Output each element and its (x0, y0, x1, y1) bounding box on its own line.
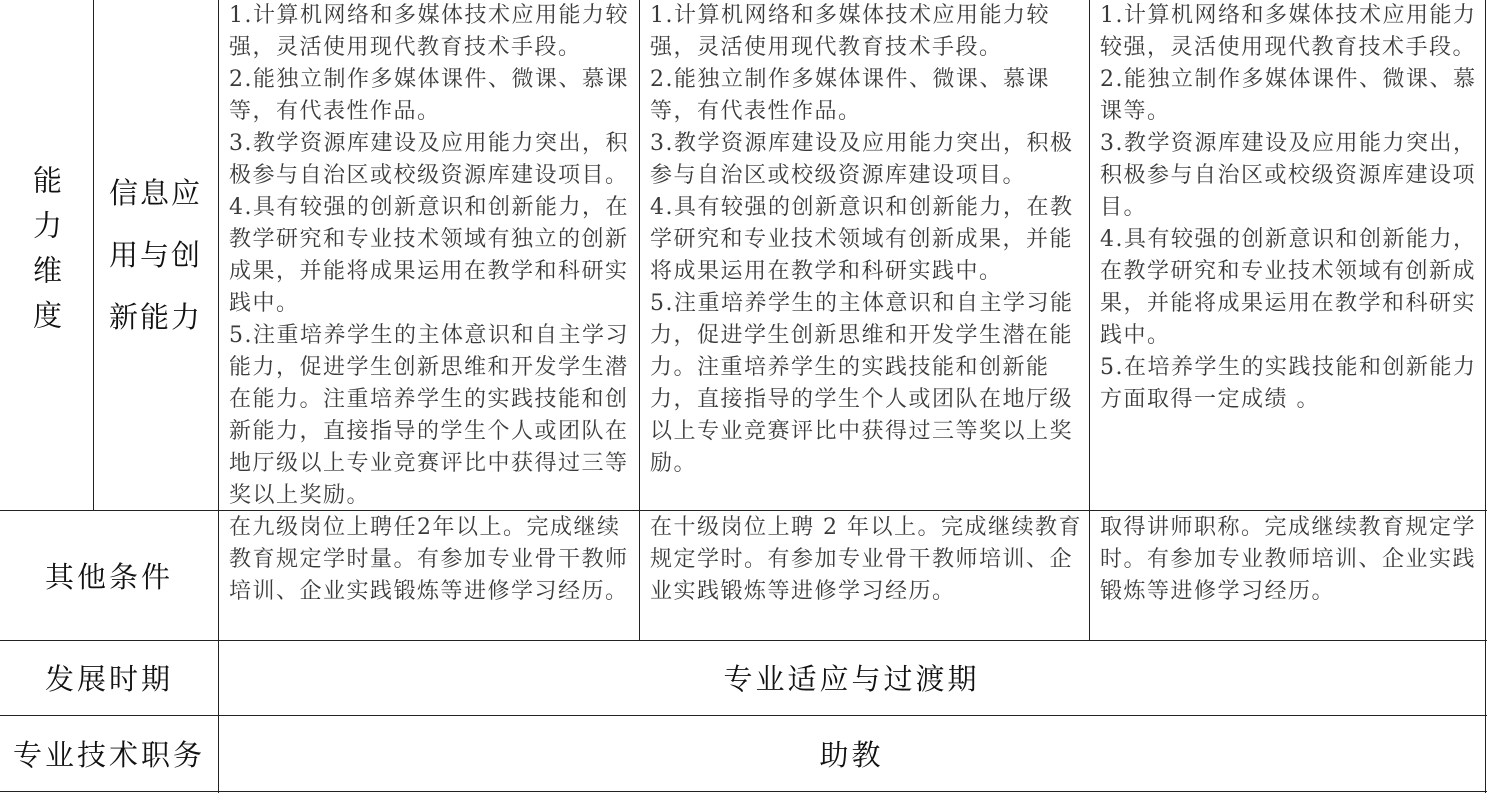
subdimension-label (109, 162, 202, 348)
grid-line (0, 510, 1487, 511)
subdimension-label-line: 新能力 (108, 300, 202, 334)
development-period-label-cell (0, 640, 218, 715)
development-period-value-cell (218, 640, 1485, 715)
professional-title-value-cell (218, 715, 1485, 791)
grid-line (1485, 0, 1486, 793)
dimension-label-cell (0, 0, 93, 510)
info-ability-col1: 1.计算机网络和多媒体技术应用能力较强，灵活使用现代教育技术手段。 2.能独立制作多媒体课件、微课、慕课等，有代表性作品。 3.教学资源库建设及应用能力突出，积极参与自治区或校级资源库建设项目。 4.具有较强的创新意识和创新能力，在教学研究和专业技术领域有独立的创新成果，并能将成果运用在教学和科研实践中。 5.注重培养学生的主体意识和自主学习能力，促进学生创新思维和开发学生潜在能力。注重培养学生的实践技能和创新能力，直接指导的学生个人或团队在地厅级以上专业竞赛评比中获得过三等奖以上奖励。 (229, 3, 629, 508)
other-conditions-label-cell (0, 510, 218, 640)
development-period-value: 专业适应与过渡期 (723, 662, 980, 696)
other-conditions-col1: 在九级岗位上聘任2年以上。完成继续教育规定学时量。有参加专业骨干教师培训、企业实践锻炼等进修学习经历。 (229, 515, 629, 604)
professional-title-value: 助教 (819, 737, 884, 772)
other-conditions-col3: 取得讲师职称。完成继续教育规定学时。有参加专业教师培训、企业实践锻炼等进修学习经历。 (1100, 515, 1477, 604)
subdimension-label-cell (93, 0, 218, 510)
dimension-label: 能力维度 (29, 165, 63, 345)
subdimension-label-line: 信息应 (108, 176, 202, 210)
professional-title-label: 专业技术职务 (12, 737, 205, 772)
grid-line (0, 791, 1487, 792)
other-conditions-label: 其他条件 (44, 559, 173, 594)
grid-line (1089, 0, 1090, 640)
subdimension-label-line: 用与创 (108, 238, 202, 272)
info-ability-col2: 1.计算机网络和多媒体技术应用能力较强，灵活使用现代教育技术手段。 2.能独立制作多媒体课件、微课、慕课等，有代表性作品。 3.教学资源库建设及应用能力突出，积极参与自治区或校级资源库建设项目。 4.具有较强的创新意识和创新能力，在教学研究和专业技术领域有创新成果，并能将成果运用在教学和科研实践中。 5.注重培养学生的主体意识和自主学习能力，促进学生创新思维和开发学生潜在能力。注重培养学生的实践技能和创新能力，直接指导的学生个人或团队在地厅级以上专业竞赛评比中获得过三等奖以上奖励。 (650, 3, 1074, 476)
grid-line (639, 0, 640, 640)
other-conditions-col2: 在十级岗位上聘 2 年以上。完成继续教育规定学时。有参加专业骨干教师培训、企业实践锻炼等进修学习经历。 (650, 515, 1082, 604)
professional-title-label-cell (0, 715, 218, 791)
development-period-label: 发展时期 (44, 662, 173, 696)
info-ability-col3: 1.计算机网络和多媒体技术应用能力较强，灵活使用现代教育技术手段。 2.能独立制作多媒体课件、微课、慕课等。 3.教学资源库建设及应用能力突出，积极参与自治区或校级资源库建设项目。 4.具有较强的创新意识和创新能力，在教学研究和专业技术领域有创新成果，并能将成果运用在教学和科研实践中。 5.在培养学生的实践技能和创新能力方面取得一定成绩 。 (1100, 3, 1477, 412)
